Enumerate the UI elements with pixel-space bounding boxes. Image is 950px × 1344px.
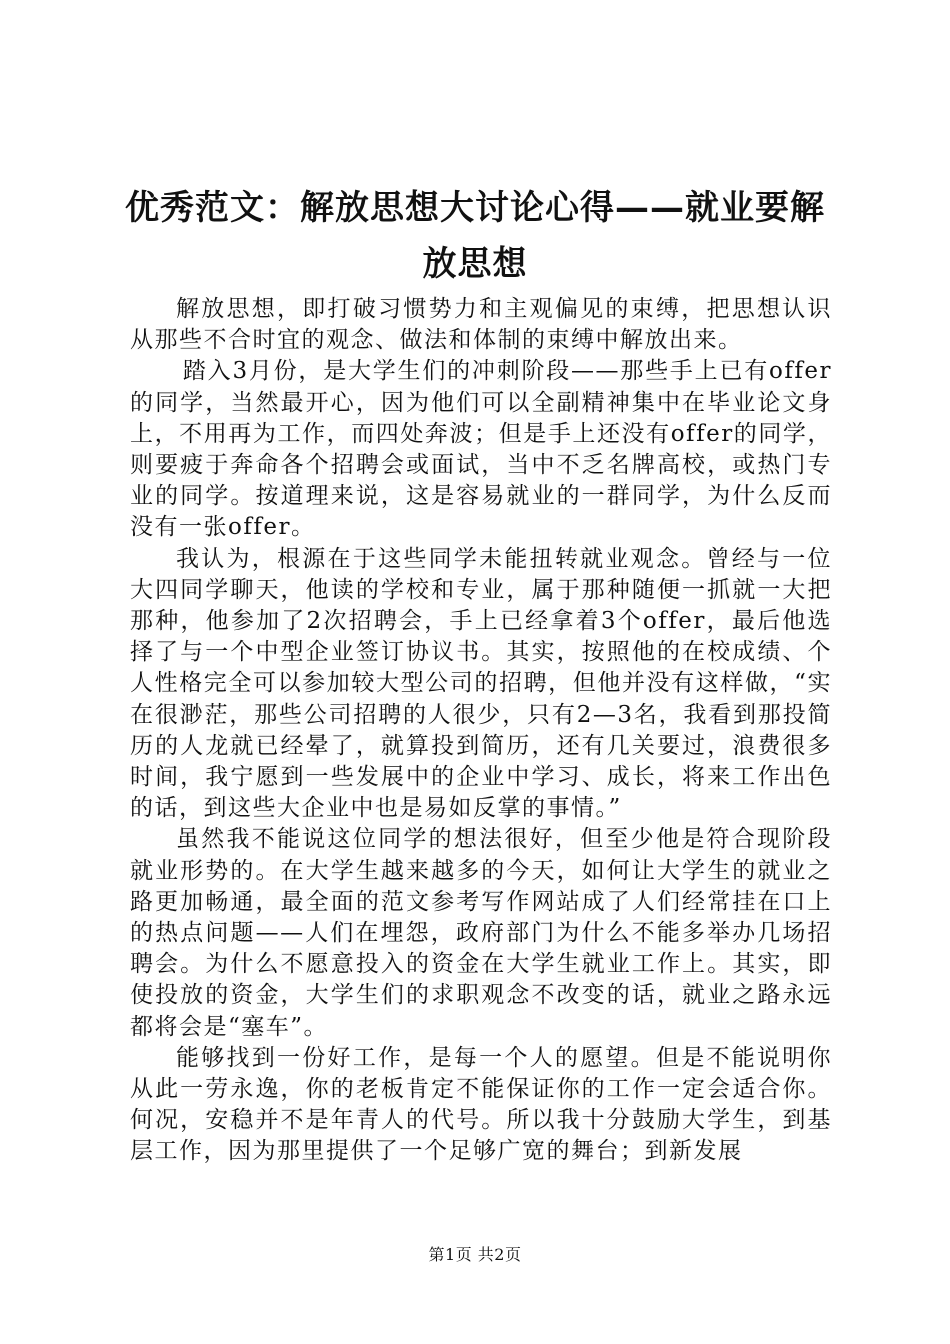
document-title: 优秀范文：解放思想大讨论心得——就业要解放思想 [125,188,825,284]
paragraph-2: 踏入3月份，是大学生们的冲刺阶段——那些手上已有offer的同学，当然最开心，因为他们可以全副精神集中在毕业论文身上，不用再为工作，而四处奔波；但是手上还没有offer的同学，则要疲于奔命各个招聘会或面试，当中不乏名牌高校，或热门专业的同学。按道理来说，这是容易就业的一群同学，为什么反而没有一张offer。 [130,358,832,541]
paragraph-4: 虽然我不能说这位同学的想法很好，但至少他是符合现阶段就业形势的。在大学生越来越多的今天，如何让大学生的就业之路更加畅通，最全面的范文参考写作网站成了人们经常挂在口上的热点问题——人们在埋怨，政府部门为什么不能多举办几场招聘会。为什么不愿意投入的资金在大学生就业工作上。其实，即使投放的资金，大学生们的求职观念不改变的话，就业之路永远都将会是“塞车”。 [130,826,832,1040]
document-body [130,294,832,1168]
page-number-footer: 第1页 共2页 [428,1245,522,1264]
paragraph-5: 能够找到一份好工作，是每一个人的愿望。但是不能说明你从此一劳永逸，你的老板肯定不能保证你的工作一定会适合你。何况，安稳并不是年青人的代号。所以我十分鼓励大学生，到基层工作，因为那里提供了一个足够广宽的舞台；到新发展 [130,1044,832,1165]
paragraph-1: 解放思想，即打破习惯势力和主观偏见的束缚，把思想认识从那些不合时宜的观念、做法和体制的束缚中解放出来。 [130,296,832,354]
paragraph-3: 我认为，根源在于这些同学未能扭转就业观念。曾经与一位大四同学聊天，他读的学校和专业，属于那种随便一抓就一大把那种，他参加了2次招聘会，手上已经拿着3个offer，最后他选择了与一个中型企业签订协议书。其实，按照他的在校成绩、个人性格完全可以参加较大型公司的招聘，但他并没有这样做，“实在很渺茫，那些公司招聘的人很少，只有2—3名，我看到那投简历的人龙就已经晕了，就算投到简历，还有几关要过，浪费很多时间，我宁愿到一些发展中的企业中学习、成长，将来工作出色的话，到这些大企业中也是易如反掌的事情。” [130,545,832,822]
